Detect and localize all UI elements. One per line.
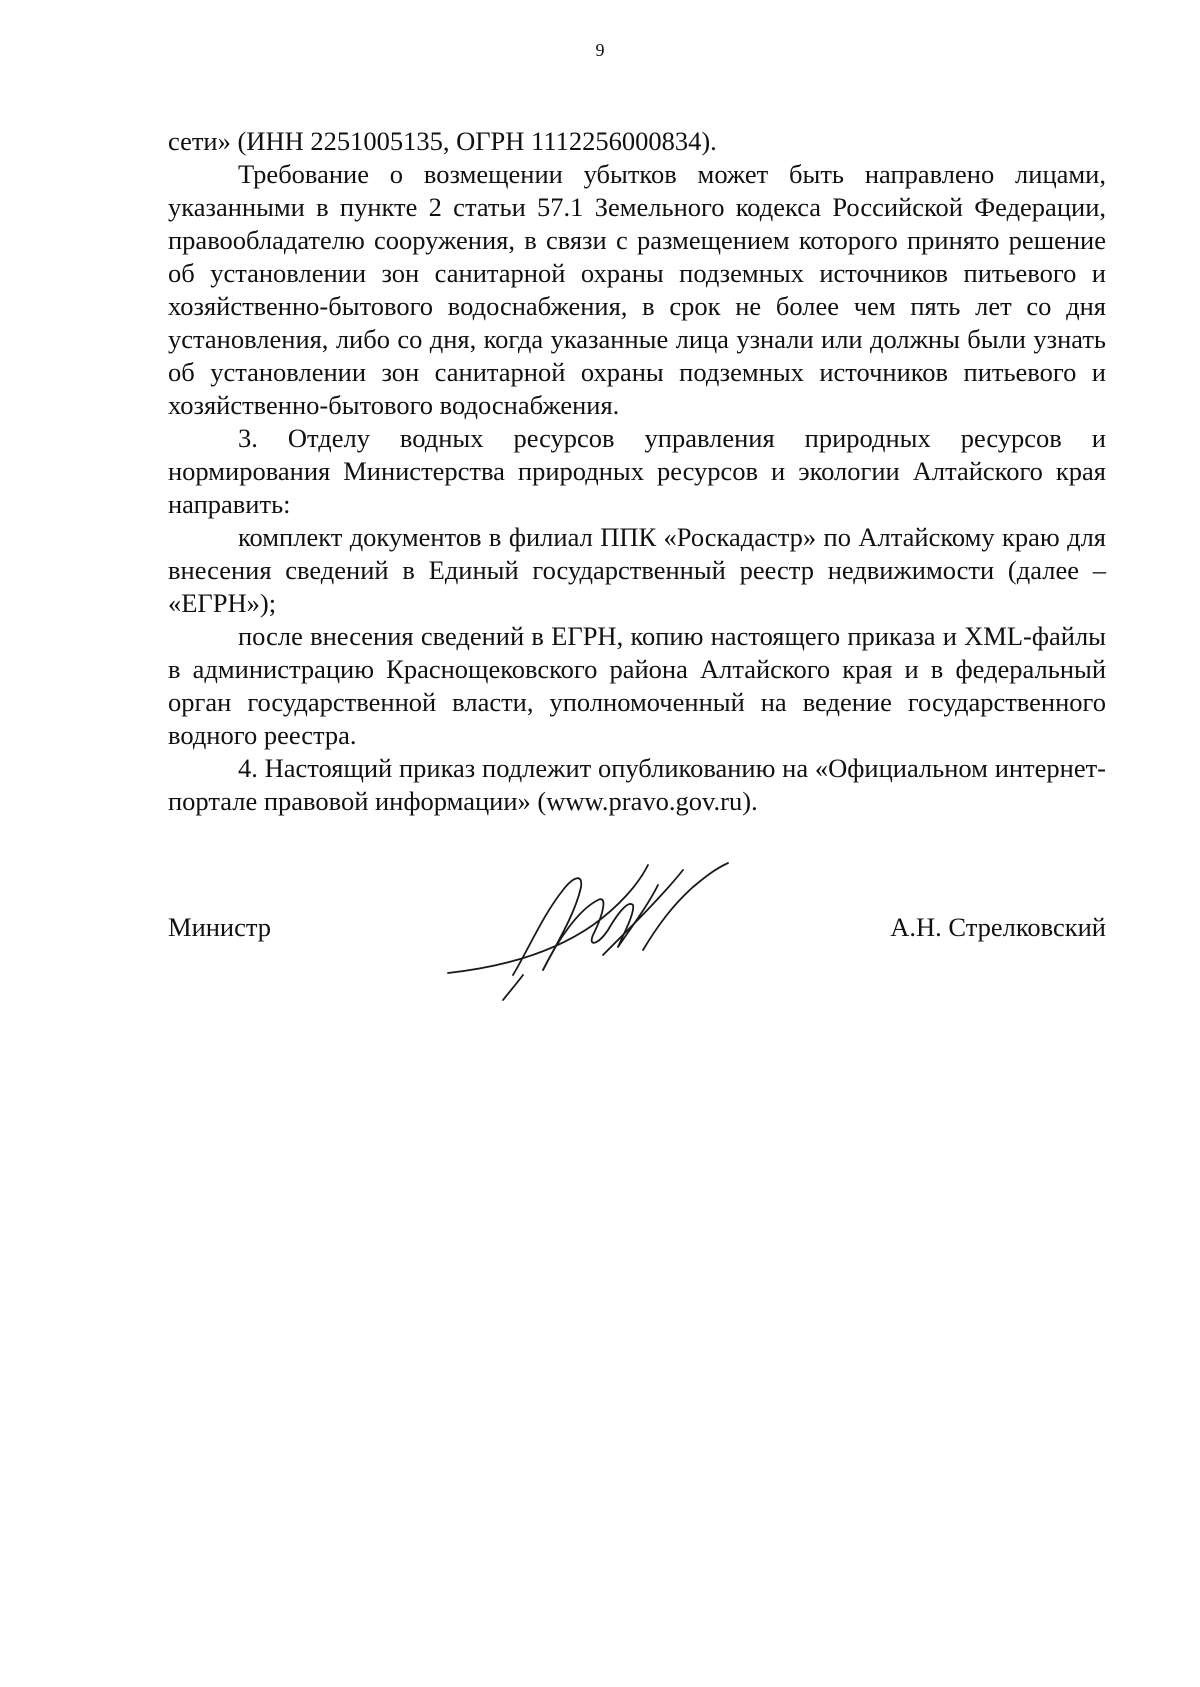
document-body [168, 125, 1106, 818]
paragraph-item-4: 4. Настоящий приказ подлежит опубликованию на «Официальном интернет-портале правовой информации» (www.pravo.gov.ru). [168, 753, 1106, 816]
paragraph-item-3-cadastre: комплект документов в филиал ППК «Роскадастр» по Алтайскому краю для внесения сведений в Единый государственный реестр недвижимости (далее – «ЕГРН»); [168, 522, 1106, 618]
paragraph-item-3: 3. Отделу водных ресурсов управления природных ресурсов и нормирования Министерства природных ресурсов и экологии Алтайского края направить: [168, 423, 1106, 519]
paragraph-damages-claim: Требование о возмещении убытков может быть направлено лицами, указанными в пункте 2 статьи 57.1 Земельного кодекса Российской Федерации, правообладателю сооружения, в связи с размещением которого принято решение об установлении зон санитарной охраны подземных источников питьевого и хозяйственно-бытового водоснабжения, в срок не более чем пять лет со дня установления, либо со дня, когда указанные лица узнали или должны были узнать об установлении зон санитарной охраны подземных источников питьевого и хозяйственно-бытового водоснабжения. [168, 159, 1106, 420]
paragraph-continuation: сети» (ИНН 2251005135, ОГРН 1112256000834). [168, 126, 717, 156]
signatory-role: Министр [168, 912, 272, 942]
handwritten-signature [443, 855, 733, 1005]
paragraph-item-3-administration: после внесения сведений в ЕГРН, копию настоящего приказа и XML-файлы в администрацию Краснощековского района Алтайского края и в федеральный орган государственной власти, уполномоченный на ведение государственного водного реестра. [168, 621, 1106, 750]
signature-block [168, 900, 1106, 990]
page-number: 9 [595, 40, 605, 60]
signatory-name: А.Н. Стрелковский [890, 912, 1106, 942]
